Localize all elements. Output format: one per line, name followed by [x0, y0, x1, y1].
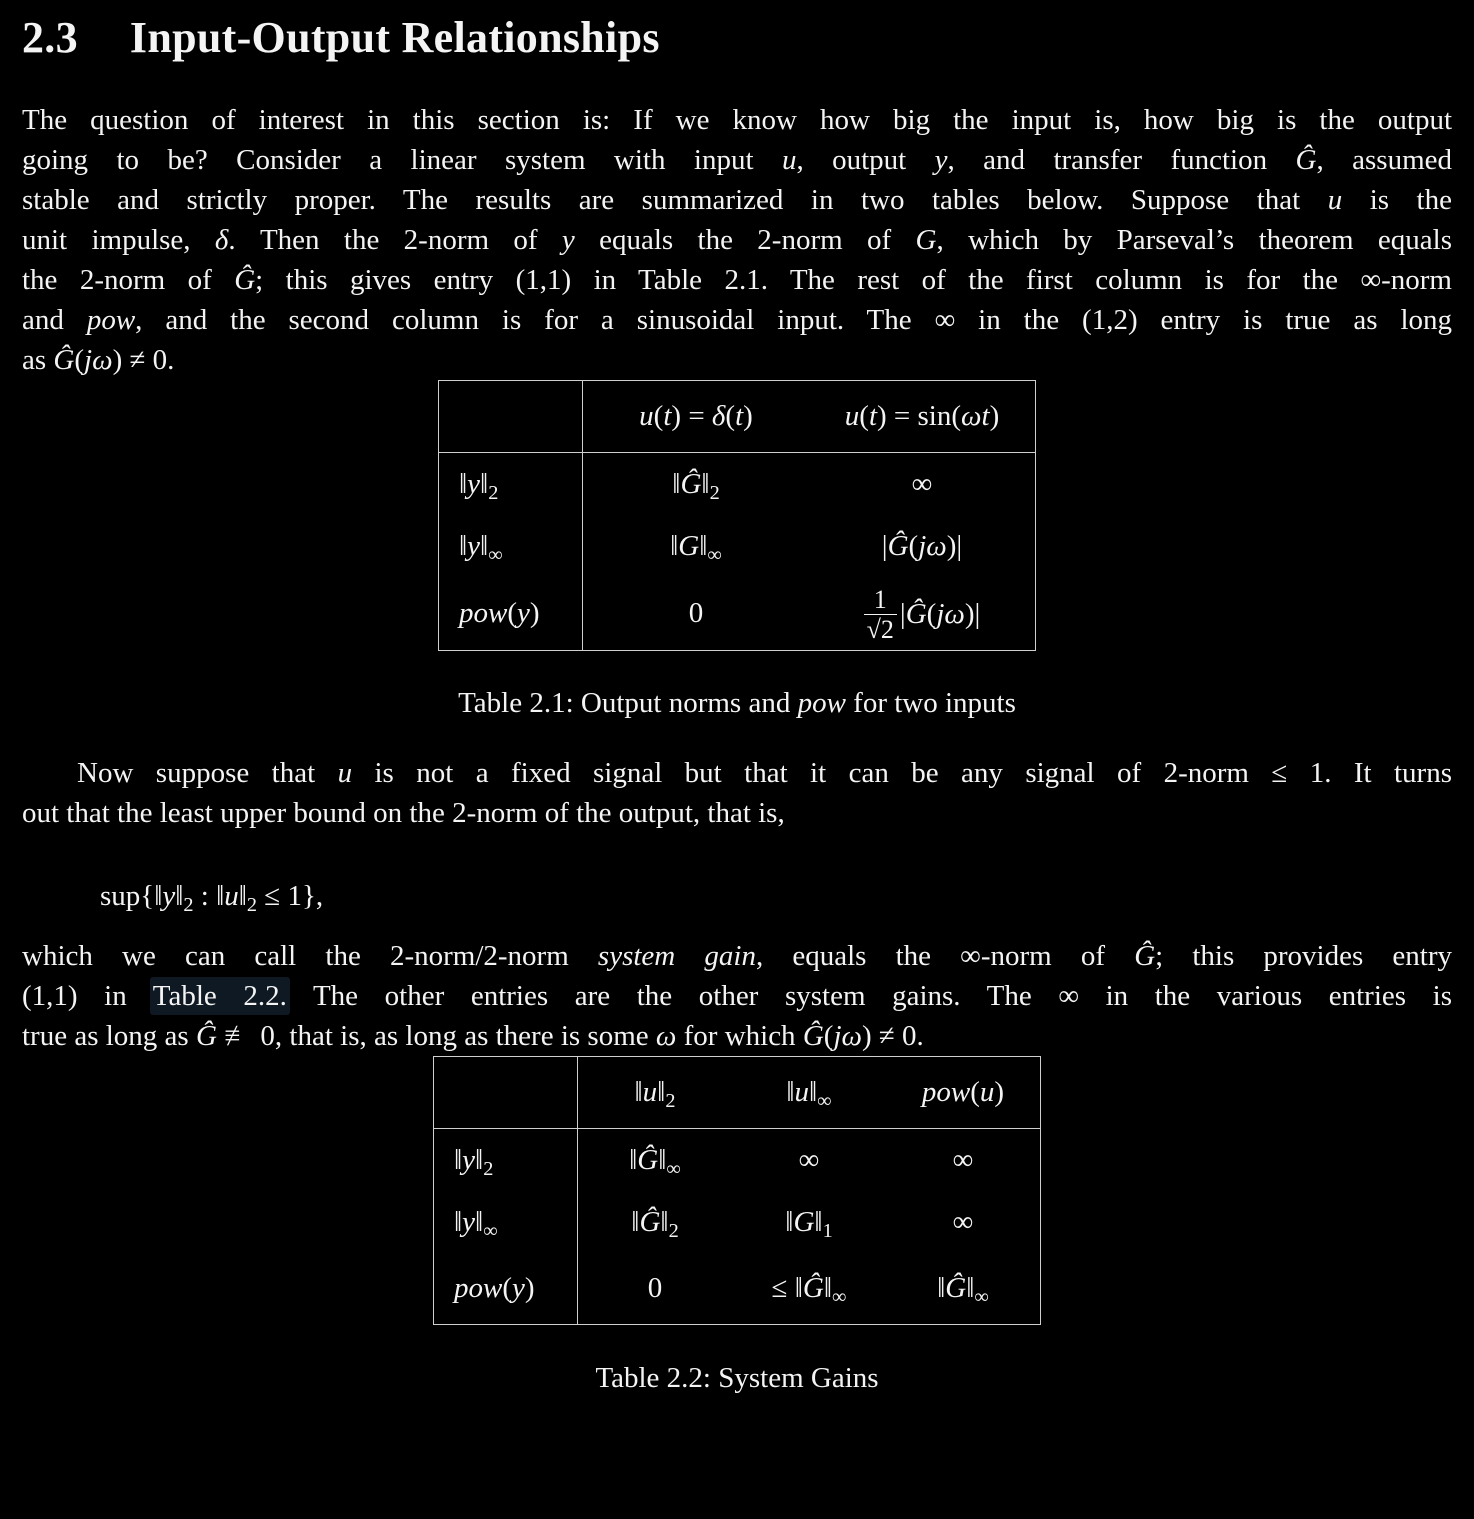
table-column-header: pow(u)	[886, 1057, 1041, 1129]
text-line: Now suppose that u is not a fixed signal but that it can be any signal of 2-norm ≤ 1. It turns	[77, 757, 1452, 789]
fraction-rest: |Ĝ(jω)|	[899, 598, 981, 630]
fraction-expression	[864, 585, 981, 644]
text-line: stable and strictly proper. The results are summarized in two tables below. Suppose that u is the	[22, 184, 1452, 216]
body-paragraph	[22, 936, 1452, 1056]
table-cell: ∞	[952, 1143, 974, 1176]
table-cell: 0	[688, 597, 704, 629]
table-row	[439, 453, 1036, 516]
system-gains-table	[433, 1056, 1041, 1325]
table-column-header: $‖u‖_\infty$	[732, 1057, 886, 1129]
table-cell: $‖Ĝ‖_2$	[631, 1205, 679, 1242]
table-cell: ≤ $‖Ĝ‖_\infty$	[771, 1272, 847, 1309]
table-cell: $‖Ĝ‖_\infty$	[629, 1143, 681, 1180]
text-line: the 2-norm of Ĝ; this gives entry (1,1) in Table 2.1. The rest of the first column is for the ∞-norm	[22, 264, 1452, 296]
table-column-header: $‖u‖_2$	[578, 1057, 733, 1129]
table-column-header: u(t) = δ(t)	[583, 381, 810, 453]
fraction	[864, 585, 897, 644]
table-cell: 0	[647, 1272, 663, 1304]
intro-paragraph	[22, 100, 1452, 380]
display-equation: $sup\{‖y‖_2$ : $‖u‖_2 \le 1$},	[100, 880, 324, 917]
text-line: (1,1) in Table 2.2. The other entries are the other system gains. The ∞ in the various entries is	[22, 980, 1452, 1012]
section-title: Input-Output Relationships	[129, 13, 660, 62]
table-cell: $‖Ĝ‖_\infty$	[937, 1272, 989, 1309]
table-column-header: u(t) = sin(ωt)	[809, 381, 1036, 453]
table-cell: $‖Ĝ‖_2$	[672, 467, 720, 504]
table-cell	[809, 577, 1036, 651]
table-cell: $‖G‖_\infty$	[670, 529, 722, 566]
table-row	[434, 1191, 1041, 1253]
table-corner-cell	[434, 1057, 578, 1129]
text-line: out that the least upper bound on the 2-norm of the output, that is,	[22, 797, 785, 829]
table-row	[434, 1253, 1041, 1325]
table-2-2-caption: Table 2.2: System Gains	[595, 1362, 879, 1394]
table-cell: $‖G‖_1$	[785, 1205, 833, 1242]
table-row	[439, 577, 1036, 651]
fraction-denominator: √2	[864, 614, 897, 644]
table-cell: ∞	[911, 467, 933, 500]
table-row-label: pow(y)	[434, 1253, 578, 1325]
table-cell: |Ĝ(jω)|	[881, 529, 963, 562]
table-cell: ∞	[952, 1205, 974, 1238]
section-heading	[22, 14, 1452, 62]
table-2-1-caption: Table 2.1: Output norms and pow for two inputs	[458, 687, 1016, 719]
table-cell: ∞	[798, 1143, 820, 1176]
text-line: which we can call the 2-norm/2-norm system gain, equals the ∞-norm of Ĝ; this provides entry	[22, 940, 1453, 972]
section-number: 2.3	[22, 13, 78, 62]
fraction-numerator: 1	[873, 584, 887, 614]
text-line: unit impulse, δ. Then the 2-norm of y equals the 2-norm of G, which by Parseval’s theorem equals	[22, 224, 1453, 256]
table-row	[434, 1129, 1041, 1192]
table-header-row	[434, 1057, 1041, 1129]
text-line: true as long as Ĝ ≢ 0, that is, as long as there is some ω for which Ĝ(jω) ≠ 0.	[22, 1020, 924, 1052]
text-line: as Ĝ(jω) ≠ 0.	[22, 344, 175, 376]
body-paragraph	[22, 753, 1452, 833]
table-row-label: $‖y‖_\infty$	[434, 1191, 578, 1253]
table-row-label: $‖y‖_2$	[434, 1129, 578, 1192]
table-row-label: $‖y‖_2$	[439, 453, 583, 516]
text-line: going to be? Consider a linear system with input u, output y, and transfer function Ĝ, assumed	[22, 144, 1453, 176]
table-row-label: $‖y‖_\infty$	[439, 515, 583, 577]
table-header-row	[439, 381, 1036, 453]
table-row	[439, 515, 1036, 577]
output-norms-table	[438, 380, 1036, 651]
table-row-label: pow(y)	[439, 577, 583, 651]
table-2-2-link[interactable]: Table 2.2.	[152, 980, 287, 1012]
text-line: The question of interest in this section is: If we know how big the input is, how big is the output	[22, 104, 1452, 136]
text-line: and pow, and the second column is for a sinusoidal input. The ∞ in the (1,2) entry is true as long	[22, 304, 1452, 336]
table-corner-cell	[439, 381, 583, 453]
